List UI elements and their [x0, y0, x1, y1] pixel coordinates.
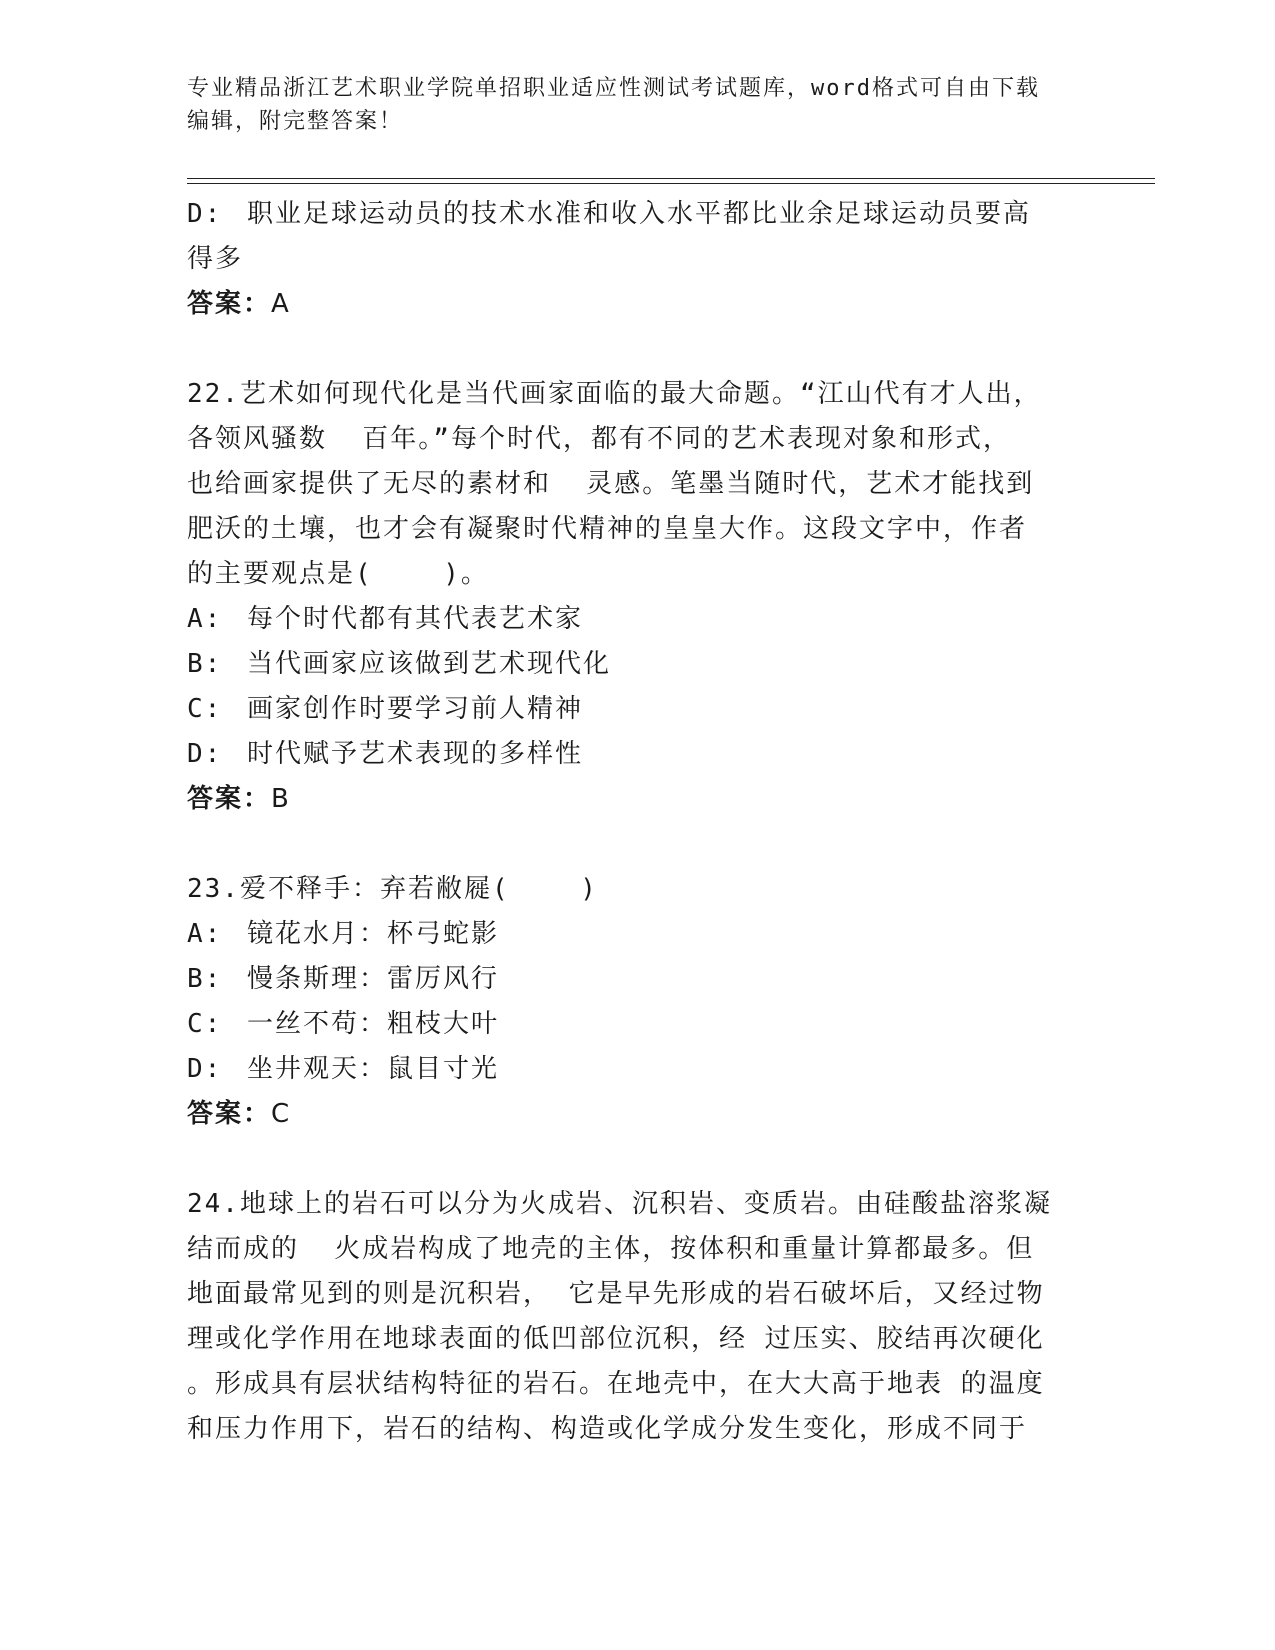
answer-value: B [271, 784, 291, 814]
question-text: 地面最常见到的则是沉积岩， 它是早先形成的岩石破坏后，又经过物 [187, 1279, 1045, 1309]
option-b [187, 957, 1087, 1002]
question-24 [187, 1182, 1087, 1452]
option-b [187, 642, 1087, 687]
question-text: 22.艺术如何现代化是当代画家面临的最大命题。“江山代有才人出， [187, 379, 1042, 409]
question-22 [187, 372, 1087, 822]
option-text: 每个时代都有其代表艺术家 [247, 604, 584, 634]
header-divider-bottom [187, 183, 1155, 184]
option-label: B: [187, 649, 223, 679]
answer-line [187, 777, 1087, 822]
option-text: 当代画家应该做到艺术现代化 [247, 649, 612, 679]
answer-value: A [271, 289, 291, 319]
question-text: 23.爱不释手：弃若敝屣( ) [187, 874, 598, 904]
question-21-continuation [187, 192, 1087, 327]
question-text: 结而成的 火成岩构成了地壳的主体，按体积和重量计算都最多。但 [187, 1234, 1035, 1264]
question-text: 24.地球上的岩石可以分为火成岩、沉积岩、变质岩。由硅酸盐溶浆凝 [187, 1189, 1052, 1219]
option-d [187, 1047, 1087, 1092]
option-text: 镜花水月：杯弓蛇影 [247, 919, 500, 949]
answer-key: 答案： [187, 784, 272, 814]
answer-line [187, 282, 1087, 327]
answer-key: 答案： [187, 1099, 272, 1129]
option-label: D: [187, 739, 223, 769]
option-text: 慢条斯理：雷厉风行 [247, 964, 500, 994]
question-text: 也给画家提供了无尽的素材和 灵感。笔墨当随时代，艺术才能找到 [187, 469, 1035, 499]
question-text: 理或化学作用在地球表面的低凹部位沉积，经 过压实、胶结再次硬化 [187, 1324, 1045, 1354]
option-d [187, 192, 1087, 237]
option-label: B: [187, 964, 223, 994]
option-label: C: [187, 694, 223, 724]
option-label: D: [187, 199, 223, 229]
option-label: A: [187, 919, 223, 949]
option-a [187, 597, 1087, 642]
document-body [187, 192, 1087, 1452]
option-label: D: [187, 1054, 223, 1084]
header-line-1: 专业精品浙江艺术职业学院单招职业适应性测试考试题库，word格式可自由下载 [187, 76, 1040, 101]
question-text: 和压力作用下，岩石的结构、构造或化学成分发生变化，形成不同于 [187, 1414, 1028, 1444]
option-label: A: [187, 604, 223, 634]
option-text: 时代赋予艺术表现的多样性 [247, 739, 584, 769]
question-text: 的主要观点是( )。 [187, 559, 489, 589]
question-23 [187, 867, 1087, 1137]
question-text: 。形成具有层状结构特征的岩石。在地壳中，在大大高于地表 的温度 [187, 1369, 1045, 1399]
option-d [187, 732, 1087, 777]
option-c [187, 687, 1087, 732]
header-divider-top [187, 178, 1155, 179]
option-text-continued: 得多 [187, 244, 244, 274]
option-text: 画家创作时要学习前人精神 [247, 694, 584, 724]
option-text: 职业足球运动员的技术水准和收入水平都比业余足球运动员要高 [247, 199, 1032, 229]
document-header [187, 72, 1087, 138]
answer-line [187, 1092, 1087, 1137]
answer-key: 答案： [187, 289, 272, 319]
header-line-2: 编辑，附完整答案！ [187, 109, 404, 134]
question-text: 肥沃的土壤，也才会有凝聚时代精神的皇皇大作。这段文字中，作者 [187, 514, 1028, 544]
option-a [187, 912, 1087, 957]
question-text: 各领风骚数 百年。”每个时代，都有不同的艺术表现对象和形式， [187, 424, 1011, 454]
option-text: 一丝不苟：粗枝大叶 [247, 1009, 500, 1039]
option-c [187, 1002, 1087, 1047]
answer-value: C [271, 1099, 292, 1129]
option-label: C: [187, 1009, 223, 1039]
option-text: 坐井观天：鼠目寸光 [247, 1054, 500, 1084]
